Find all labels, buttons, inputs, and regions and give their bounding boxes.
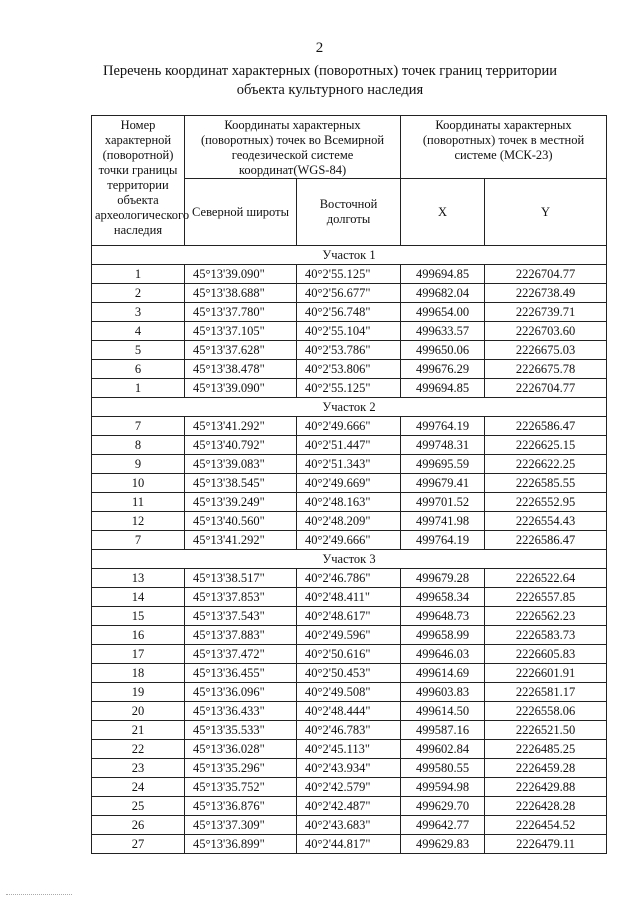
header-msk: Координаты характерных (поворотных) точек в местной системе (МСК-23) [401, 116, 607, 179]
latitude-cell: 45°13'35.296" [185, 759, 297, 778]
point-number-cell: 22 [92, 740, 185, 759]
point-number-cell: 18 [92, 664, 185, 683]
latitude-cell: 45°13'36.455" [185, 664, 297, 683]
longitude-cell: 40°2'44.817" [297, 835, 401, 854]
x-cell: 499594.98 [401, 778, 485, 797]
x-cell: 499658.34 [401, 588, 485, 607]
table-row [92, 835, 607, 854]
x-cell: 499694.85 [401, 379, 485, 398]
latitude-cell: 45°13'38.688" [185, 284, 297, 303]
x-cell: 499741.98 [401, 512, 485, 531]
y-cell: 2226738.49 [485, 284, 607, 303]
y-cell: 2226704.77 [485, 379, 607, 398]
table-row [92, 474, 607, 493]
longitude-cell: 40°2'55.104" [297, 322, 401, 341]
section-title: Участок 3 [92, 550, 607, 569]
y-cell: 2226557.85 [485, 588, 607, 607]
latitude-cell: 45°13'37.543" [185, 607, 297, 626]
scan-edge-mark [6, 894, 72, 895]
point-number-cell: 23 [92, 759, 185, 778]
table-row [92, 626, 607, 645]
x-cell: 499580.55 [401, 759, 485, 778]
y-cell: 2226675.78 [485, 360, 607, 379]
table-row [92, 664, 607, 683]
y-cell: 2226605.83 [485, 645, 607, 664]
latitude-cell: 45°13'36.899" [185, 835, 297, 854]
y-cell: 2226479.11 [485, 835, 607, 854]
y-cell: 2226521.50 [485, 721, 607, 740]
y-cell: 2226739.71 [485, 303, 607, 322]
page-number: 2 [315, 40, 324, 56]
point-number-cell: 6 [92, 360, 185, 379]
y-cell: 2226522.64 [485, 569, 607, 588]
point-number-cell: 13 [92, 569, 185, 588]
section-row [92, 550, 607, 569]
latitude-cell: 45°13'39.090" [185, 265, 297, 284]
point-number-cell: 8 [92, 436, 185, 455]
point-number-cell: 2 [92, 284, 185, 303]
latitude-cell: 45°13'36.028" [185, 740, 297, 759]
table-row [92, 417, 607, 436]
x-cell: 499658.99 [401, 626, 485, 645]
latitude-cell: 45°13'36.433" [185, 702, 297, 721]
section-row [92, 246, 607, 265]
point-number-cell: 26 [92, 816, 185, 835]
table-row [92, 436, 607, 455]
table-row [92, 455, 607, 474]
point-number-cell: 14 [92, 588, 185, 607]
point-number-cell: 5 [92, 341, 185, 360]
x-cell: 499701.52 [401, 493, 485, 512]
longitude-cell: 40°2'42.579" [297, 778, 401, 797]
table-row [92, 759, 607, 778]
longitude-cell: 40°2'48.209" [297, 512, 401, 531]
longitude-cell: 40°2'49.596" [297, 626, 401, 645]
table-row [92, 816, 607, 835]
header-point-number: Номер характерной (поворотной) точки границы территории объекта археологического наследия [92, 116, 185, 246]
header-y: Y [485, 179, 607, 246]
latitude-cell: 45°13'38.517" [185, 569, 297, 588]
longitude-cell: 40°2'55.125" [297, 379, 401, 398]
latitude-cell: 45°13'38.478" [185, 360, 297, 379]
longitude-cell: 40°2'49.669" [297, 474, 401, 493]
x-cell: 499603.83 [401, 683, 485, 702]
longitude-cell: 40°2'45.113" [297, 740, 401, 759]
y-cell: 2226558.06 [485, 702, 607, 721]
table-row [92, 531, 607, 550]
x-cell: 499679.41 [401, 474, 485, 493]
y-cell: 2226454.52 [485, 816, 607, 835]
longitude-cell: 40°2'50.453" [297, 664, 401, 683]
point-number-cell: 3 [92, 303, 185, 322]
latitude-cell: 45°13'36.876" [185, 797, 297, 816]
point-number-cell: 12 [92, 512, 185, 531]
table-row [92, 379, 607, 398]
table-row [92, 569, 607, 588]
point-number-cell: 1 [92, 379, 185, 398]
x-cell: 499646.03 [401, 645, 485, 664]
longitude-cell: 40°2'51.343" [297, 455, 401, 474]
header-wgs: Координаты характерных (поворотных) точек во Всемирной геодезической системе координат(WGS-84) [185, 116, 401, 179]
y-cell: 2226704.77 [485, 265, 607, 284]
latitude-cell: 45°13'35.752" [185, 778, 297, 797]
y-cell: 2226428.28 [485, 797, 607, 816]
title-line-1: Перечень координат характерных (поворотных) точек границ территории [102, 63, 558, 79]
y-cell: 2226459.28 [485, 759, 607, 778]
x-cell: 499676.29 [401, 360, 485, 379]
table-row [92, 721, 607, 740]
x-cell: 499587.16 [401, 721, 485, 740]
y-cell: 2226586.47 [485, 417, 607, 436]
y-cell: 2226485.25 [485, 740, 607, 759]
longitude-cell: 40°2'46.786" [297, 569, 401, 588]
section-row [92, 398, 607, 417]
point-number-cell: 15 [92, 607, 185, 626]
table-row [92, 341, 607, 360]
longitude-cell: 40°2'51.447" [297, 436, 401, 455]
table-row [92, 493, 607, 512]
longitude-cell: 40°2'48.444" [297, 702, 401, 721]
point-number-cell: 11 [92, 493, 185, 512]
x-cell: 499764.19 [401, 531, 485, 550]
point-number-cell: 27 [92, 835, 185, 854]
longitude-cell: 40°2'43.683" [297, 816, 401, 835]
longitude-cell: 40°2'42.487" [297, 797, 401, 816]
table-row [92, 797, 607, 816]
point-number-cell: 19 [92, 683, 185, 702]
longitude-cell: 40°2'53.806" [297, 360, 401, 379]
table-row [92, 265, 607, 284]
latitude-cell: 45°13'37.883" [185, 626, 297, 645]
table-row [92, 284, 607, 303]
point-number-cell: 21 [92, 721, 185, 740]
x-cell: 499682.04 [401, 284, 485, 303]
point-number-cell: 17 [92, 645, 185, 664]
table-row [92, 702, 607, 721]
longitude-cell: 40°2'50.616" [297, 645, 401, 664]
y-cell: 2226554.43 [485, 512, 607, 531]
longitude-cell: 40°2'46.783" [297, 721, 401, 740]
x-cell: 499633.57 [401, 322, 485, 341]
point-number-cell: 1 [92, 265, 185, 284]
table-row [92, 778, 607, 797]
point-number-cell: 10 [92, 474, 185, 493]
table-row [92, 303, 607, 322]
table-row [92, 740, 607, 759]
longitude-cell: 40°2'48.617" [297, 607, 401, 626]
latitude-cell: 45°13'37.853" [185, 588, 297, 607]
header-x: X [401, 179, 485, 246]
latitude-cell: 45°13'37.309" [185, 816, 297, 835]
longitude-cell: 40°2'43.934" [297, 759, 401, 778]
longitude-cell: 40°2'48.163" [297, 493, 401, 512]
point-number-cell: 4 [92, 322, 185, 341]
x-cell: 499654.00 [401, 303, 485, 322]
y-cell: 2226585.55 [485, 474, 607, 493]
longitude-cell: 40°2'55.125" [297, 265, 401, 284]
latitude-cell: 45°13'37.472" [185, 645, 297, 664]
y-cell: 2226703.60 [485, 322, 607, 341]
latitude-cell: 45°13'41.292" [185, 417, 297, 436]
y-cell: 2226429.88 [485, 778, 607, 797]
x-cell: 499694.85 [401, 265, 485, 284]
x-cell: 499642.77 [401, 816, 485, 835]
x-cell: 499695.59 [401, 455, 485, 474]
section-title: Участок 2 [92, 398, 607, 417]
latitude-cell: 45°13'40.792" [185, 436, 297, 455]
latitude-cell: 45°13'39.090" [185, 379, 297, 398]
point-number-cell: 16 [92, 626, 185, 645]
table-row [92, 607, 607, 626]
x-cell: 499629.70 [401, 797, 485, 816]
y-cell: 2226586.47 [485, 531, 607, 550]
table-row [92, 322, 607, 341]
y-cell: 2226625.15 [485, 436, 607, 455]
table-body [92, 246, 607, 854]
longitude-cell: 40°2'56.677" [297, 284, 401, 303]
x-cell: 499614.69 [401, 664, 485, 683]
point-number-cell: 20 [92, 702, 185, 721]
y-cell: 2226562.23 [485, 607, 607, 626]
x-cell: 499629.83 [401, 835, 485, 854]
latitude-cell: 45°13'37.780" [185, 303, 297, 322]
latitude-cell: 45°13'37.105" [185, 322, 297, 341]
latitude-cell: 45°13'38.545" [185, 474, 297, 493]
latitude-cell: 45°13'37.628" [185, 341, 297, 360]
point-number-cell: 7 [92, 531, 185, 550]
section-title: Участок 1 [92, 246, 607, 265]
x-cell: 499602.84 [401, 740, 485, 759]
longitude-cell: 40°2'56.748" [297, 303, 401, 322]
x-cell: 499650.06 [401, 341, 485, 360]
header-north: Северной широты [185, 179, 297, 246]
y-cell: 2226583.73 [485, 626, 607, 645]
longitude-cell: 40°2'48.411" [297, 588, 401, 607]
longitude-cell: 40°2'49.666" [297, 417, 401, 436]
y-cell: 2226622.25 [485, 455, 607, 474]
longitude-cell: 40°2'53.786" [297, 341, 401, 360]
title-line-2: объекта культурного наследия [236, 82, 424, 98]
page-title [60, 62, 600, 100]
point-number-cell: 7 [92, 417, 185, 436]
y-cell: 2226581.17 [485, 683, 607, 702]
longitude-cell: 40°2'49.666" [297, 531, 401, 550]
y-cell: 2226601.91 [485, 664, 607, 683]
latitude-cell: 45°13'40.560" [185, 512, 297, 531]
y-cell: 2226552.95 [485, 493, 607, 512]
table-row [92, 512, 607, 531]
x-cell: 499764.19 [401, 417, 485, 436]
table-row [92, 588, 607, 607]
point-number-cell: 24 [92, 778, 185, 797]
latitude-cell: 45°13'39.249" [185, 493, 297, 512]
latitude-cell: 45°13'35.533" [185, 721, 297, 740]
x-cell: 499648.73 [401, 607, 485, 626]
point-number-cell: 9 [92, 455, 185, 474]
latitude-cell: 45°13'41.292" [185, 531, 297, 550]
table-row [92, 645, 607, 664]
header-east: Восточной долготы [297, 179, 401, 246]
x-cell: 499679.28 [401, 569, 485, 588]
coordinates-table [91, 115, 607, 854]
x-cell: 499748.31 [401, 436, 485, 455]
latitude-cell: 45°13'39.083" [185, 455, 297, 474]
longitude-cell: 40°2'49.508" [297, 683, 401, 702]
table-row [92, 683, 607, 702]
point-number-cell: 25 [92, 797, 185, 816]
latitude-cell: 45°13'36.096" [185, 683, 297, 702]
x-cell: 499614.50 [401, 702, 485, 721]
y-cell: 2226675.03 [485, 341, 607, 360]
table-row [92, 360, 607, 379]
